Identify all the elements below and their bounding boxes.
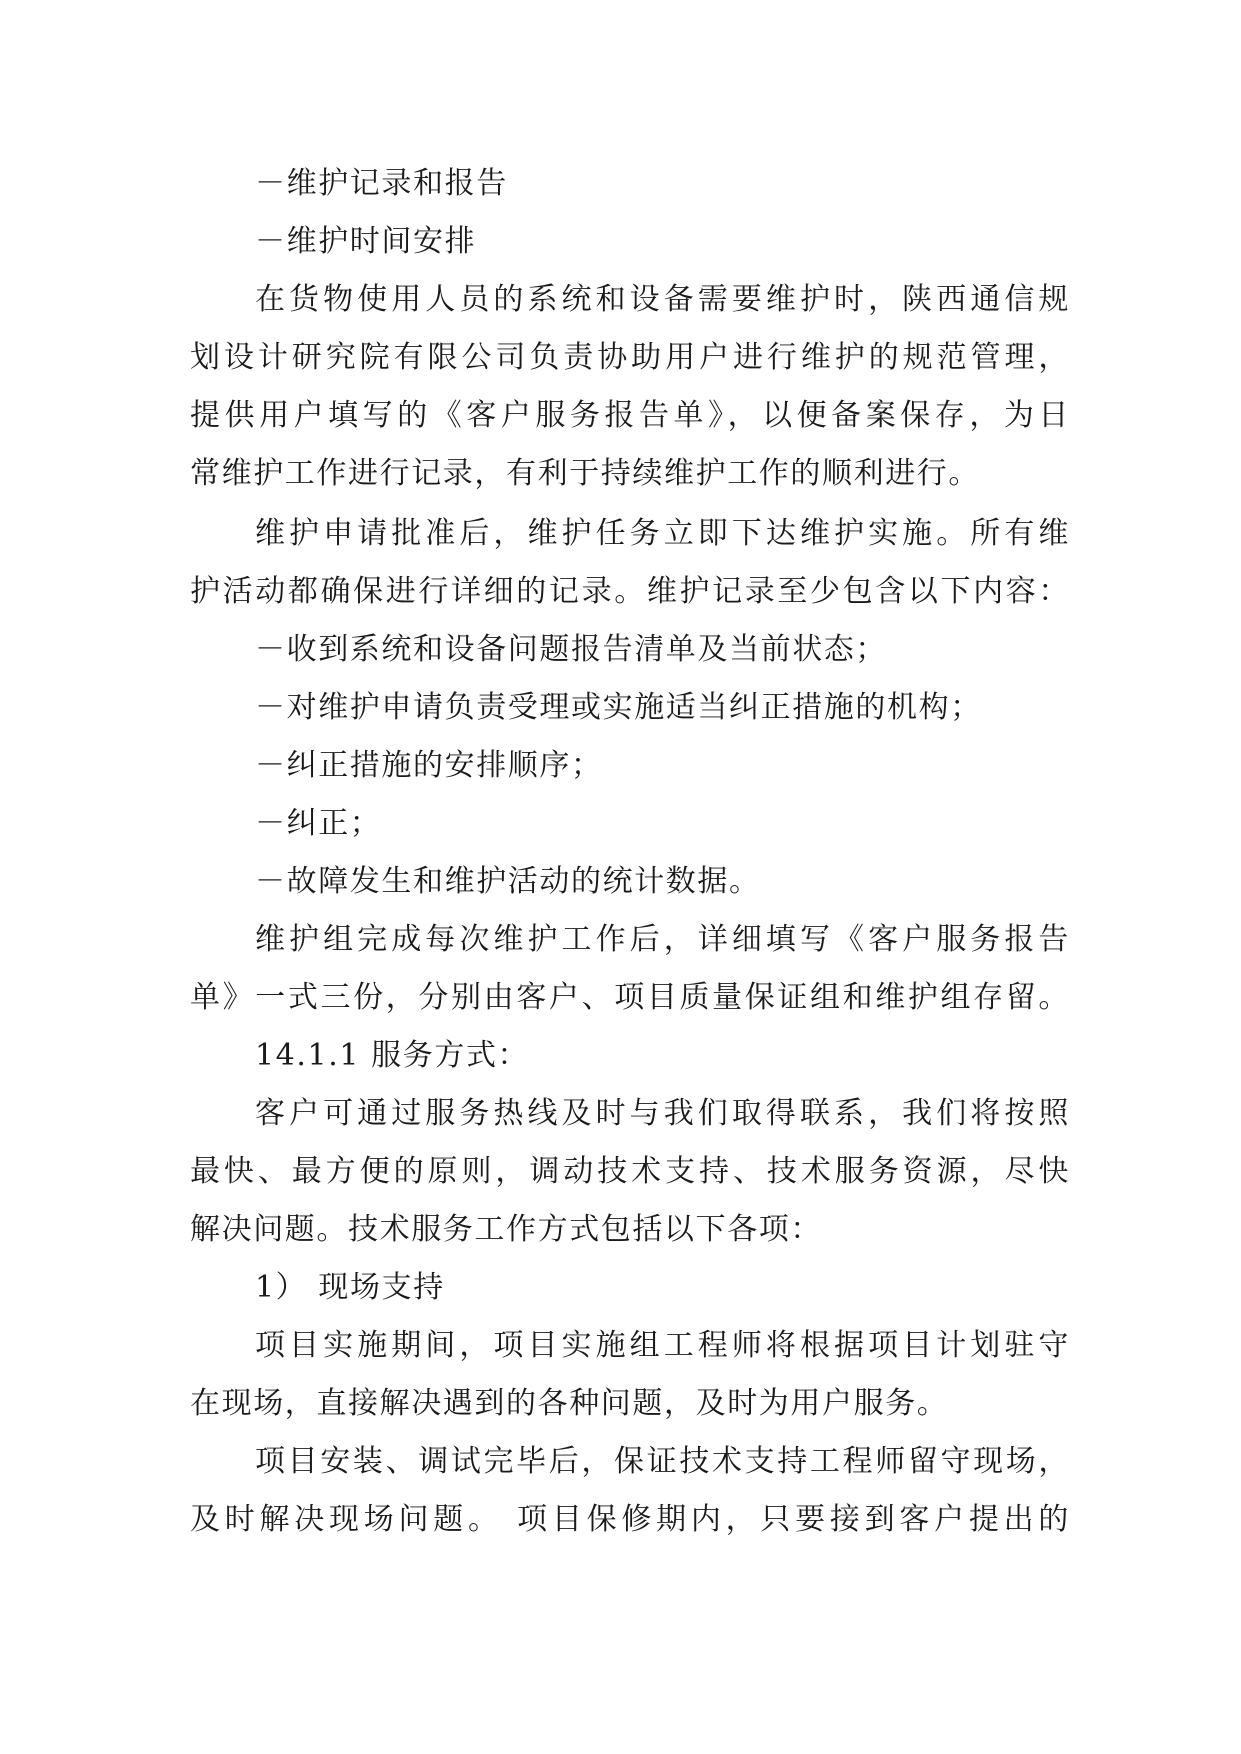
bullet-responsible-organization: －对维护申请负责受理或实施适当纠正措施的机构； xyxy=(255,690,982,725)
paragraph-1-line-3: 提供用户填写的《客户服务报告单》，以便备案保存，为日 xyxy=(190,398,1070,433)
paragraph-4-line-2: 最快、最方便的原则，调动技术支持、技术服务资源，尽快 xyxy=(190,1154,1070,1189)
paragraph-1-line-4: 常维护工作进行记录，有利于持续维护工作的顺利进行。 xyxy=(190,456,980,491)
paragraph-2-line-1: 维护申请批准后，维护任务立即下达维护实施。所有维 xyxy=(255,516,1070,551)
bullet-issue-report: －收到系统和设备问题报告清单及当前状态； xyxy=(255,632,887,667)
bullet-correction: －纠正； xyxy=(255,806,382,841)
list-item-onsite-support: 1） 现场支持 xyxy=(255,1270,445,1305)
bullet-maintenance-schedule: －维护时间安排 xyxy=(255,224,477,259)
paragraph-3-line-2: 单》一式三份，分别由客户、项目质量保证组和维护组存留。 xyxy=(190,980,1070,1015)
paragraph-5-line-2: 在现场，直接解决遇到的各种问题，及时为用户服务。 xyxy=(190,1386,949,1421)
bullet-corrective-order: －纠正措施的安排顺序； xyxy=(255,748,603,783)
paragraph-4-line-1: 客户可通过服务热线及时与我们取得联系，我们将按照 xyxy=(255,1096,1070,1131)
paragraph-1-line-1: 在货物使用人员的系统和设备需要维护时，陕西通信规 xyxy=(255,282,1070,317)
paragraph-3-line-1: 维护组完成每次维护工作后，详细填写《客户服务报告 xyxy=(255,922,1070,957)
paragraph-2-line-2: 护活动都确保进行详细的记录。维护记录至少包含以下内容： xyxy=(190,574,1070,609)
bullet-maintenance-records: －维护记录和报告 xyxy=(255,166,508,201)
paragraph-6-line-1: 项目安装、调试完毕后，保证技术支持工程师留守现场， xyxy=(255,1444,1070,1479)
paragraph-4-line-3: 解决问题。技术服务工作方式包括以下各项： xyxy=(190,1212,822,1247)
bullet-statistics: －故障发生和维护活动的统计数据。 xyxy=(255,864,761,899)
section-heading: 14.1.1 服务方式： xyxy=(255,1038,530,1073)
paragraph-6-line-2: 及时解决现场问题。 项目保修期内，只要接到客户提出的 xyxy=(190,1502,1070,1537)
paragraph-5-line-1: 项目实施期间，项目实施组工程师将根据项目计划驻守 xyxy=(255,1328,1070,1363)
paragraph-1-line-2: 划设计研究院有限公司负责协助用户进行维护的规范管理， xyxy=(190,340,1070,375)
